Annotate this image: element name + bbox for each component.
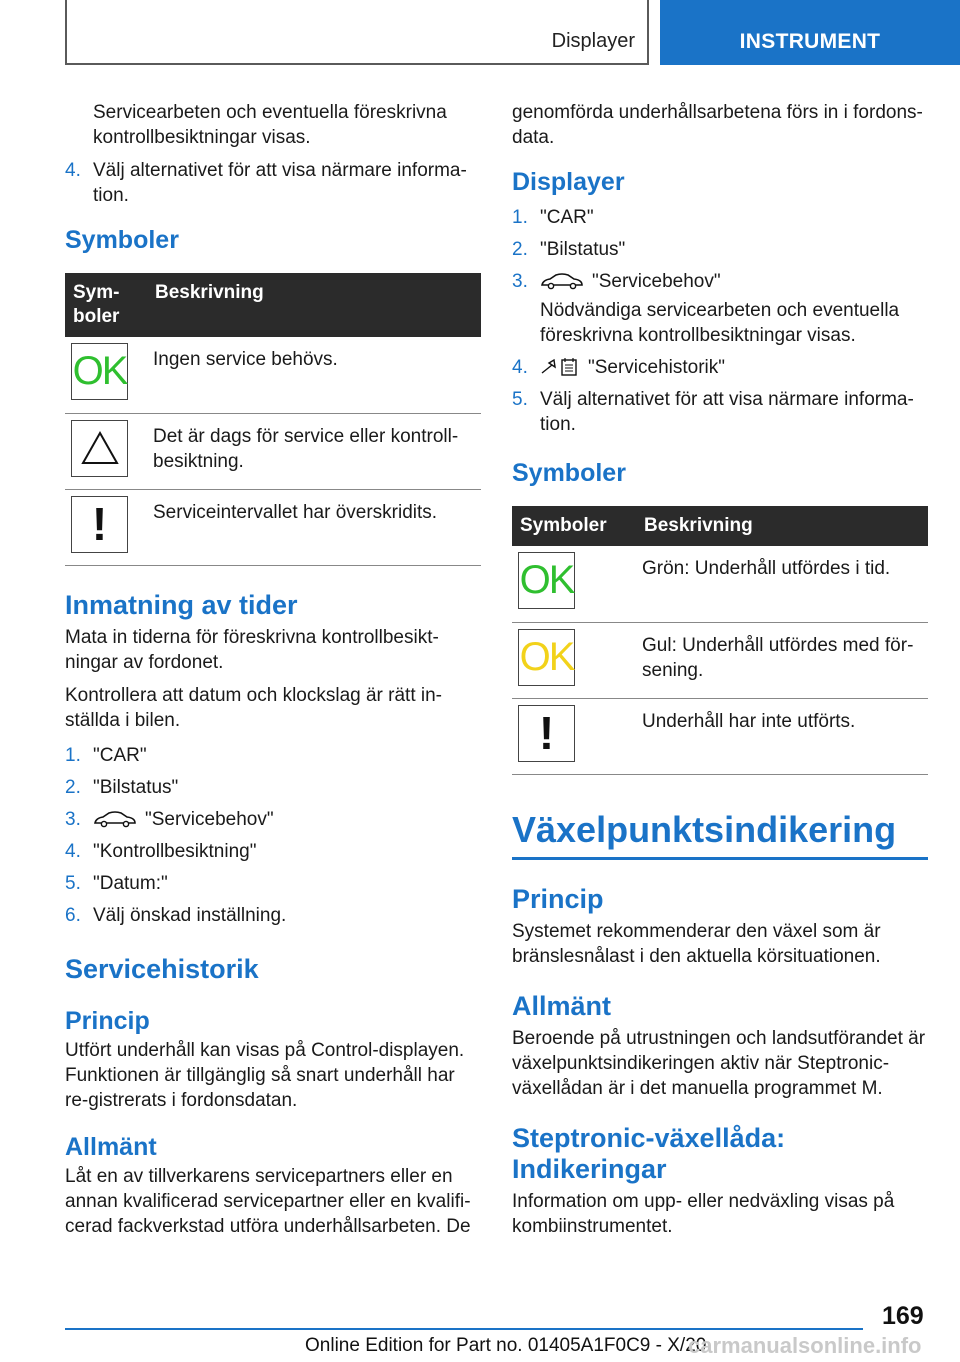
- paragraph: Kontrollera att datum och klockslag är rätt in-ställda i bilen.: [65, 684, 443, 731]
- list-item: 4. "Servicehistorik": [512, 357, 726, 378]
- service-history-icon: [540, 357, 580, 377]
- paragraph: Systemet rekommenderar den växel som är bränslesnålast i den aktuella körsituationen.: [512, 920, 881, 967]
- footer-edition: Online Edition for Part no. 01405A1F0C9 - X/20: [305, 1335, 707, 1356]
- section-heading-inmatning: Inmatning av tider: [65, 589, 298, 620]
- paragraph: Beroende på utrustningen och landsutförandet är växelpunktsindikeringen aktiv när Steptronic-växellådan är i det manuella programmet M.: [512, 1027, 926, 1099]
- table-row: [512, 546, 928, 622]
- car-icon: [93, 810, 137, 828]
- subheading-allmant: Allmänt: [65, 1132, 157, 1161]
- list-item: 5. Välj alternativet för att visa närmare informa-tion.: [512, 389, 914, 435]
- steps-list: [65, 743, 481, 928]
- table-header-description: Beskrivning: [147, 273, 481, 337]
- left-column: [65, 100, 481, 1247]
- warning-triangle-icon: [71, 420, 128, 477]
- steps-list: [512, 205, 928, 437]
- section-heading-servicehistorik: Servicehistorik: [65, 953, 259, 984]
- section-heading-symboler: Symboler: [512, 459, 626, 487]
- table-cell: Gul: Underhåll utfördes med för-sening.: [636, 622, 928, 698]
- table-row: [512, 698, 928, 774]
- list-item: 5. "Datum:": [65, 872, 168, 894]
- list-item: 2. "Bilstatus": [65, 776, 179, 798]
- paragraph: genomförda underhållsarbetena förs in i fordons-data.: [512, 102, 923, 148]
- ok-green-icon: OK: [518, 552, 575, 609]
- page-number: 169: [882, 1302, 924, 1330]
- paragraph: Mata in tiderna för föreskrivna kontrollbesikt-ningar av fordonet.: [65, 626, 439, 673]
- paragraph: Utfört underhåll kan visas på Control-displayen. Funktionen är tillgänglig så snart underhåll har re-gistrerats i fordonsdatan.: [65, 1039, 465, 1111]
- table-header-symbol: Symboler: [512, 506, 636, 546]
- table-row: [65, 413, 481, 489]
- table-header-description: Beskrivning: [636, 506, 928, 546]
- list-item: 4. Välj alternativet för att visa närmare informa-tion.: [65, 160, 467, 206]
- header-section-title: Displayer: [551, 30, 635, 52]
- list-item: 2. "Bilstatus": [512, 239, 626, 260]
- subheading-allmant: Allmänt: [512, 990, 612, 1021]
- table-cell: Ingen service behövs.: [147, 337, 481, 413]
- symbol-table: [512, 506, 928, 775]
- symbol-table: [65, 273, 481, 566]
- chapter-heading-vaxelpunkt: Växelpunktsindikering: [512, 809, 928, 860]
- table-cell: Underhåll har inte utförts.: [636, 698, 928, 774]
- watermark: carmanualsonline.info: [688, 1333, 922, 1358]
- footer-divider: [65, 1328, 863, 1330]
- subheading-steptronic: Steptronic-växellåda: Indikeringar: [512, 1122, 786, 1184]
- exclamation-icon: !: [71, 496, 128, 553]
- paragraph: Låt en av tillverkarens servicepartners eller en annan kvalificerad servicepartner eller en kvalifi-cerad fackverkstad utföra underhållsarbeten. De: [65, 1165, 471, 1237]
- table-row: [65, 337, 481, 413]
- right-column: [512, 100, 928, 1247]
- list-item: 3. "Servicebehov" Nödvändiga servicearbeten och eventuella föreskrivna kontrollbesiktningar visas.: [512, 271, 900, 346]
- header-box: [65, 0, 649, 65]
- list-item: 1. "CAR": [65, 744, 147, 766]
- table-row: [65, 489, 481, 565]
- section-heading-symboler: Symboler: [65, 226, 179, 254]
- intro-continuation: Servicearbeten och eventuella föreskrivna kontrollbesiktningar visas.: [93, 102, 447, 148]
- section-heading-displayer: Displayer: [512, 168, 625, 196]
- exclamation-icon: !: [518, 705, 575, 762]
- ok-icon: OK: [71, 343, 128, 400]
- list-item: 4. "Kontrollbesiktning": [65, 840, 257, 862]
- list-item: 3. "Servicebehov": [65, 808, 274, 830]
- table-cell: Serviceintervallet har överskridits.: [147, 489, 481, 565]
- header-chapter-tab[interactable]: INSTRUMENT: [660, 0, 960, 65]
- ok-yellow-icon: OK: [518, 629, 575, 686]
- subheading-princip: Princip: [512, 883, 604, 914]
- table-cell: Grön: Underhåll utfördes i tid.: [636, 546, 928, 622]
- list-item: 1. "CAR": [512, 207, 594, 228]
- list-item: 6. Välj önskad inställning.: [65, 904, 287, 926]
- intro-step-list: [65, 158, 481, 208]
- car-icon: [540, 272, 584, 290]
- table-header-symbol: Sym-boler: [65, 273, 147, 337]
- subheading-princip: Princip: [65, 1006, 150, 1035]
- table-cell: Det är dags för service eller kontroll-besiktning.: [147, 413, 481, 489]
- paragraph: Information om upp- eller nedväxling visas på kombiinstrumentet.: [512, 1190, 895, 1237]
- table-row: [512, 622, 928, 698]
